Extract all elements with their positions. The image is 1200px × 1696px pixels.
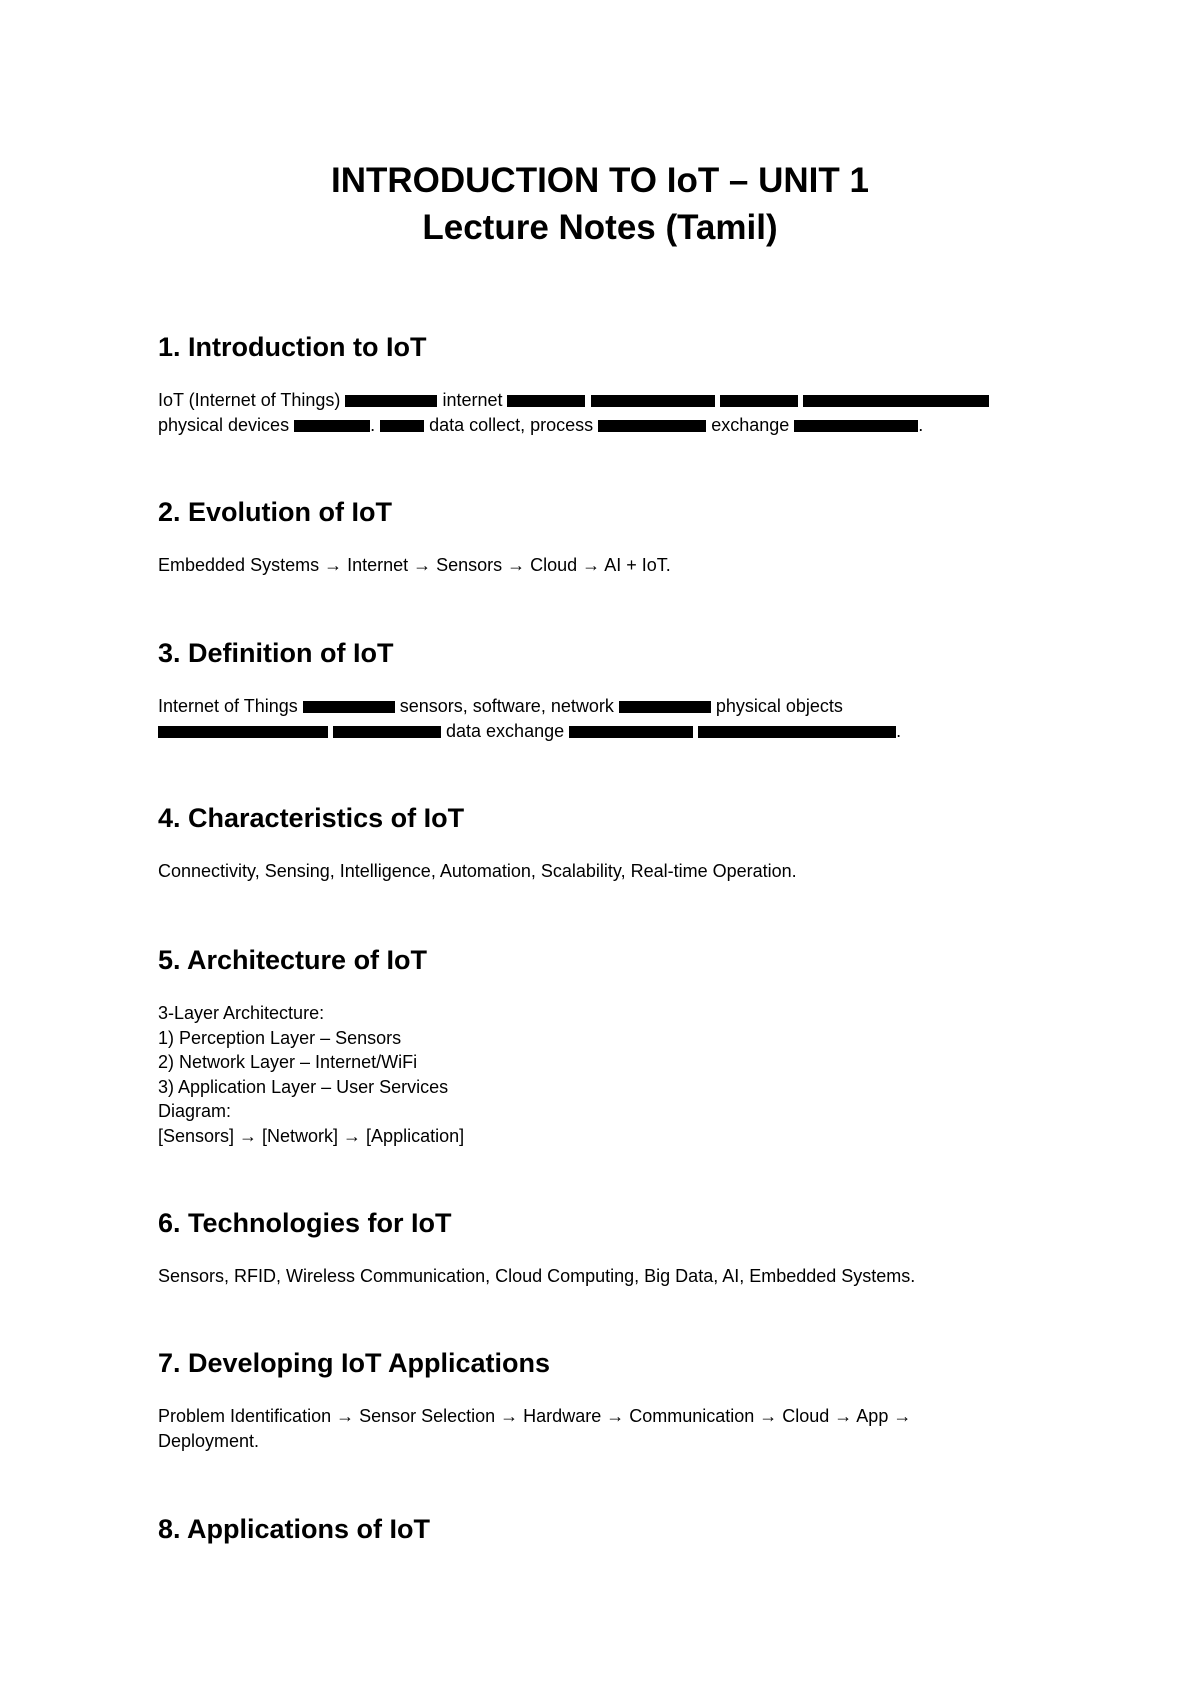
unrendered-glyphs <box>158 726 328 738</box>
section-characteristics <box>158 801 1058 884</box>
body-line: Sensors, RFID, Wireless Communication, Cloud Computing, Big Data, AI, Embedded Systems. <box>158 1266 916 1286</box>
section-body <box>158 859 1058 884</box>
section-applications <box>158 1512 1058 1546</box>
section-evolution <box>158 495 1058 578</box>
body-text: . <box>370 414 381 435</box>
section-heading: 3. Definition of IoT <box>158 638 394 668</box>
body-text: Internet of Things <box>158 696 303 716</box>
body-line: Problem Identification → Sensor Selection → Hardware → Communication → Cloud → App → <box>158 1406 912 1426</box>
unrendered-glyphs <box>698 726 896 738</box>
body-text: IoT (Internet of Things) <box>158 390 346 410</box>
section-heading: 5. Architecture of IoT <box>158 945 428 975</box>
unrendered-glyphs <box>345 395 437 407</box>
body-text: physical devices <box>158 414 295 435</box>
section-body <box>158 553 1058 578</box>
section-heading: 6. Technologies for IoT <box>158 1208 452 1238</box>
body-line <box>158 719 1058 744</box>
unrendered-glyphs <box>569 726 693 738</box>
unrendered-glyphs <box>803 395 989 407</box>
body-text: internet <box>437 390 508 410</box>
unrendered-glyphs <box>294 420 370 432</box>
section-heading: 4. Characteristics of IoT <box>158 803 465 833</box>
section-body <box>158 1404 1058 1453</box>
body-text: data exchange <box>441 720 570 741</box>
document-title: INTRODUCTION TO IoT – UNIT 1 <box>331 161 869 200</box>
body-line: Embedded Systems → Internet → Sensors → Cloud → AI + IoT. <box>158 555 671 575</box>
body-text: . <box>896 720 902 741</box>
section-body <box>158 388 1058 437</box>
section-heading: 1. Introduction to IoT <box>158 332 427 362</box>
section-body <box>158 1001 1058 1148</box>
body-line <box>158 694 1058 719</box>
section-developing-applications <box>158 1346 1058 1453</box>
unrendered-glyphs <box>619 701 711 713</box>
unrendered-glyphs <box>591 395 715 407</box>
unrendered-glyphs <box>507 395 585 407</box>
body-text: data collect, process <box>424 414 599 435</box>
body-line: 1) Perception Layer – Sensors <box>158 1027 402 1048</box>
section-heading: 2. Evolution of IoT <box>158 497 392 527</box>
body-line <box>158 413 1058 438</box>
section-introduction <box>158 330 1058 437</box>
section-definition <box>158 636 1058 743</box>
body-line: 2) Network Layer – Internet/WiFi <box>158 1052 418 1072</box>
body-text: sensors, software, network <box>394 696 619 716</box>
unrendered-glyphs <box>720 395 798 407</box>
unrendered-glyphs <box>598 420 706 432</box>
body-line: Deployment. <box>158 1430 260 1451</box>
section-architecture <box>158 943 1058 1148</box>
body-line: Diagram: <box>158 1101 232 1121</box>
unrendered-glyphs <box>333 726 441 738</box>
body-line: Connectivity, Sensing, Intelligence, Automation, Scalability, Real-time Operation. <box>158 861 797 881</box>
body-text: physical objects <box>710 696 843 716</box>
section-heading: 7. Developing IoT Applications <box>158 1348 551 1378</box>
body-text: . <box>918 414 924 435</box>
body-line: [Sensors] → [Network] → [Application] <box>158 1125 465 1146</box>
section-body <box>158 694 1058 743</box>
document-subtitle: Lecture Notes (Tamil) <box>422 208 778 247</box>
section-technologies <box>158 1206 1058 1289</box>
unrendered-glyphs <box>380 420 424 432</box>
body-text: exchange <box>706 414 795 435</box>
unrendered-glyphs <box>794 420 918 432</box>
body-line: 3-Layer Architecture: <box>158 1003 325 1023</box>
body-line: 3) Application Layer – User Services <box>158 1076 449 1097</box>
section-body <box>158 1264 1058 1289</box>
body-line <box>158 388 1058 413</box>
unrendered-glyphs <box>303 701 395 713</box>
section-heading: 8. Applications of IoT <box>158 1514 431 1544</box>
